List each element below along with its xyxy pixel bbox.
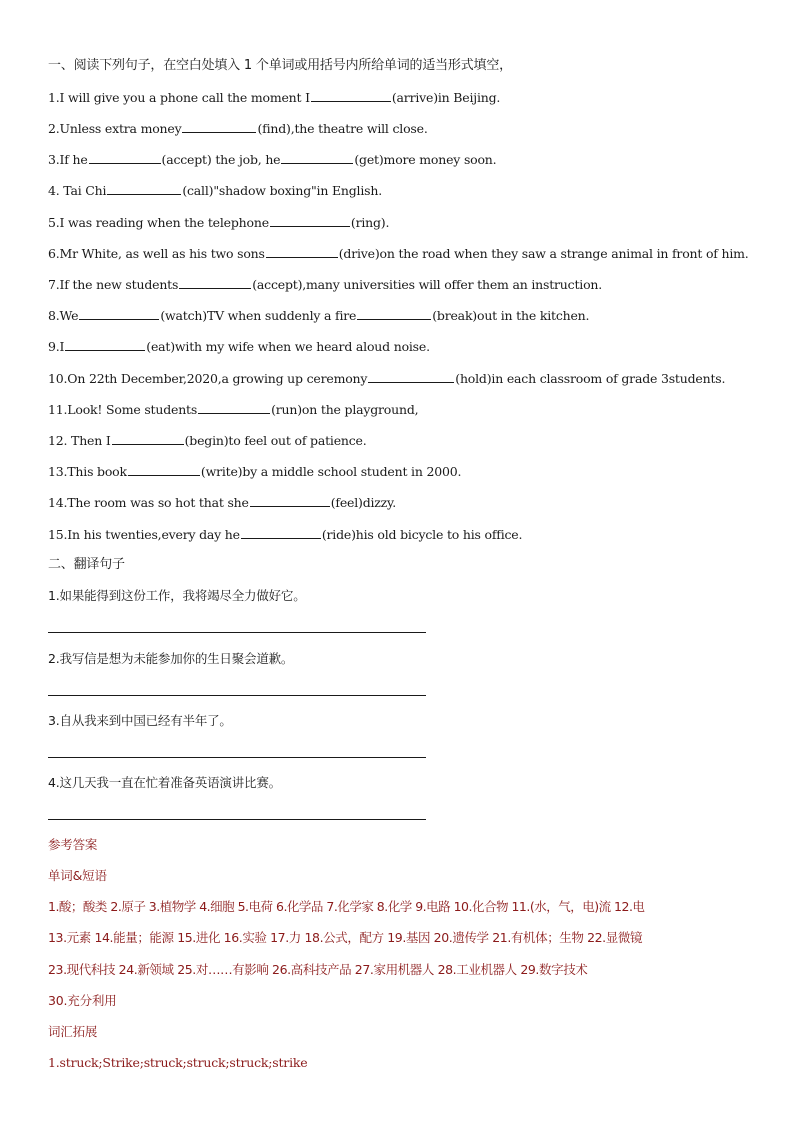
section2-title: 二、翻译句子 (48, 557, 125, 572)
answer-blank[interactable] (357, 307, 431, 320)
answer-blank[interactable] (182, 120, 256, 133)
question-12: 12. Then I (begin)to feel out of patience. (48, 433, 367, 448)
question-6: 6.Mr White, as well as his two sons (drive)on the road when they saw a strange animal in front of him. (48, 246, 749, 261)
question-2: 2.Unless extra money (find),the theatre will close. (48, 121, 428, 136)
answers-title: 参考答案 (48, 837, 98, 852)
question-13: 13.This book (write)by a middle school student in 2000. (48, 464, 462, 479)
answer-line[interactable] (48, 632, 426, 633)
expand-title: 词汇拓展 (48, 1024, 98, 1039)
answer-blank[interactable] (266, 245, 338, 258)
question-3: 3.If he (accept) the job, he (get)more money soon. (48, 152, 497, 167)
answer-line[interactable] (48, 757, 426, 758)
translation-3: 3.自从我来到中国已经有半年了。 (48, 713, 232, 728)
question-1: 1.I will give you a phone call the moment I (arrive)in Beijing. (48, 90, 501, 105)
vocab-line-2: 13.元素 14.能量；能源 15.进化 16.实验 17.力 18.公式，配方 19.基因 20.遗传学 21.有机体；生物 22.显微镜 (48, 930, 643, 945)
answer-blank[interactable] (311, 89, 391, 102)
question-10: 10.On 22th December,2020,a growing up ceremony (hold)in each classroom of grade 3students. (48, 371, 726, 386)
vocab-line-1: 1.酸；酸类 2.原子 3.植物学 4.细胞 5.电荷 6.化学品 7.化学家 8.化学 9.电路 10.化合物 11.(水，气，电)流 12.电 (48, 899, 645, 914)
answer-blank[interactable] (198, 401, 270, 414)
answer-blank[interactable] (368, 370, 454, 383)
translation-4: 4.这几天我一直在忙着准备英语演讲比赛。 (48, 775, 281, 790)
answer-blank[interactable] (241, 526, 321, 539)
vocab-title: 单词&短语 (48, 868, 107, 883)
answer-blank[interactable] (179, 276, 251, 289)
question-11: 11.Look! Some students (run)on the playground, (48, 402, 419, 417)
answer-blank[interactable] (79, 307, 159, 320)
answer-blank[interactable] (89, 151, 161, 164)
question-14: 14.The room was so hot that she (feel)dizzy. (48, 495, 397, 510)
answer-blank[interactable] (107, 182, 181, 195)
question-7: 7.If the new students (accept),many universities will offer them an instruction. (48, 277, 603, 292)
answer-blank[interactable] (112, 432, 184, 445)
answer-blank[interactable] (270, 214, 350, 227)
translation-2: 2.我写信是想为未能参加你的生日聚会道歉。 (48, 651, 294, 666)
question-9: 9.I (eat)with my wife when we heard aloud noise. (48, 339, 430, 354)
answer-blank[interactable] (250, 494, 330, 507)
section1-title: 一、阅读下列句子，在空白处填入 1 个单词或用括号内所给单词的适当形式填空， (48, 58, 512, 73)
answer-line[interactable] (48, 819, 426, 820)
question-8: 8.We (watch)TV when suddenly a fire (break)out in the kitchen. (48, 308, 590, 323)
answer-blank[interactable] (65, 338, 145, 351)
expand-line-1: 1.struck;Strike;struck;struck;struck;strike (48, 1055, 308, 1070)
question-5: 5.I was reading when the telephone (ring). (48, 215, 390, 230)
answer-line[interactable] (48, 695, 426, 696)
answer-blank[interactable] (128, 463, 200, 476)
vocab-line-4: 30.充分利用 (48, 993, 117, 1008)
question-15: 15.In his twenties,every day he (ride)his old bicycle to his office. (48, 527, 523, 542)
translation-1: 1.如果能得到这份工作，我将竭尽全力做好它。 (48, 588, 306, 603)
vocab-line-3: 23.现代科技 24.新领域 25.对……有影响 26.高科技产品 27.家用机器人 28.工业机器人 29.数字技术 (48, 962, 588, 977)
question-4: 4. Tai Chi (call)"shadow boxing"in English. (48, 183, 382, 198)
answer-blank[interactable] (281, 151, 353, 164)
